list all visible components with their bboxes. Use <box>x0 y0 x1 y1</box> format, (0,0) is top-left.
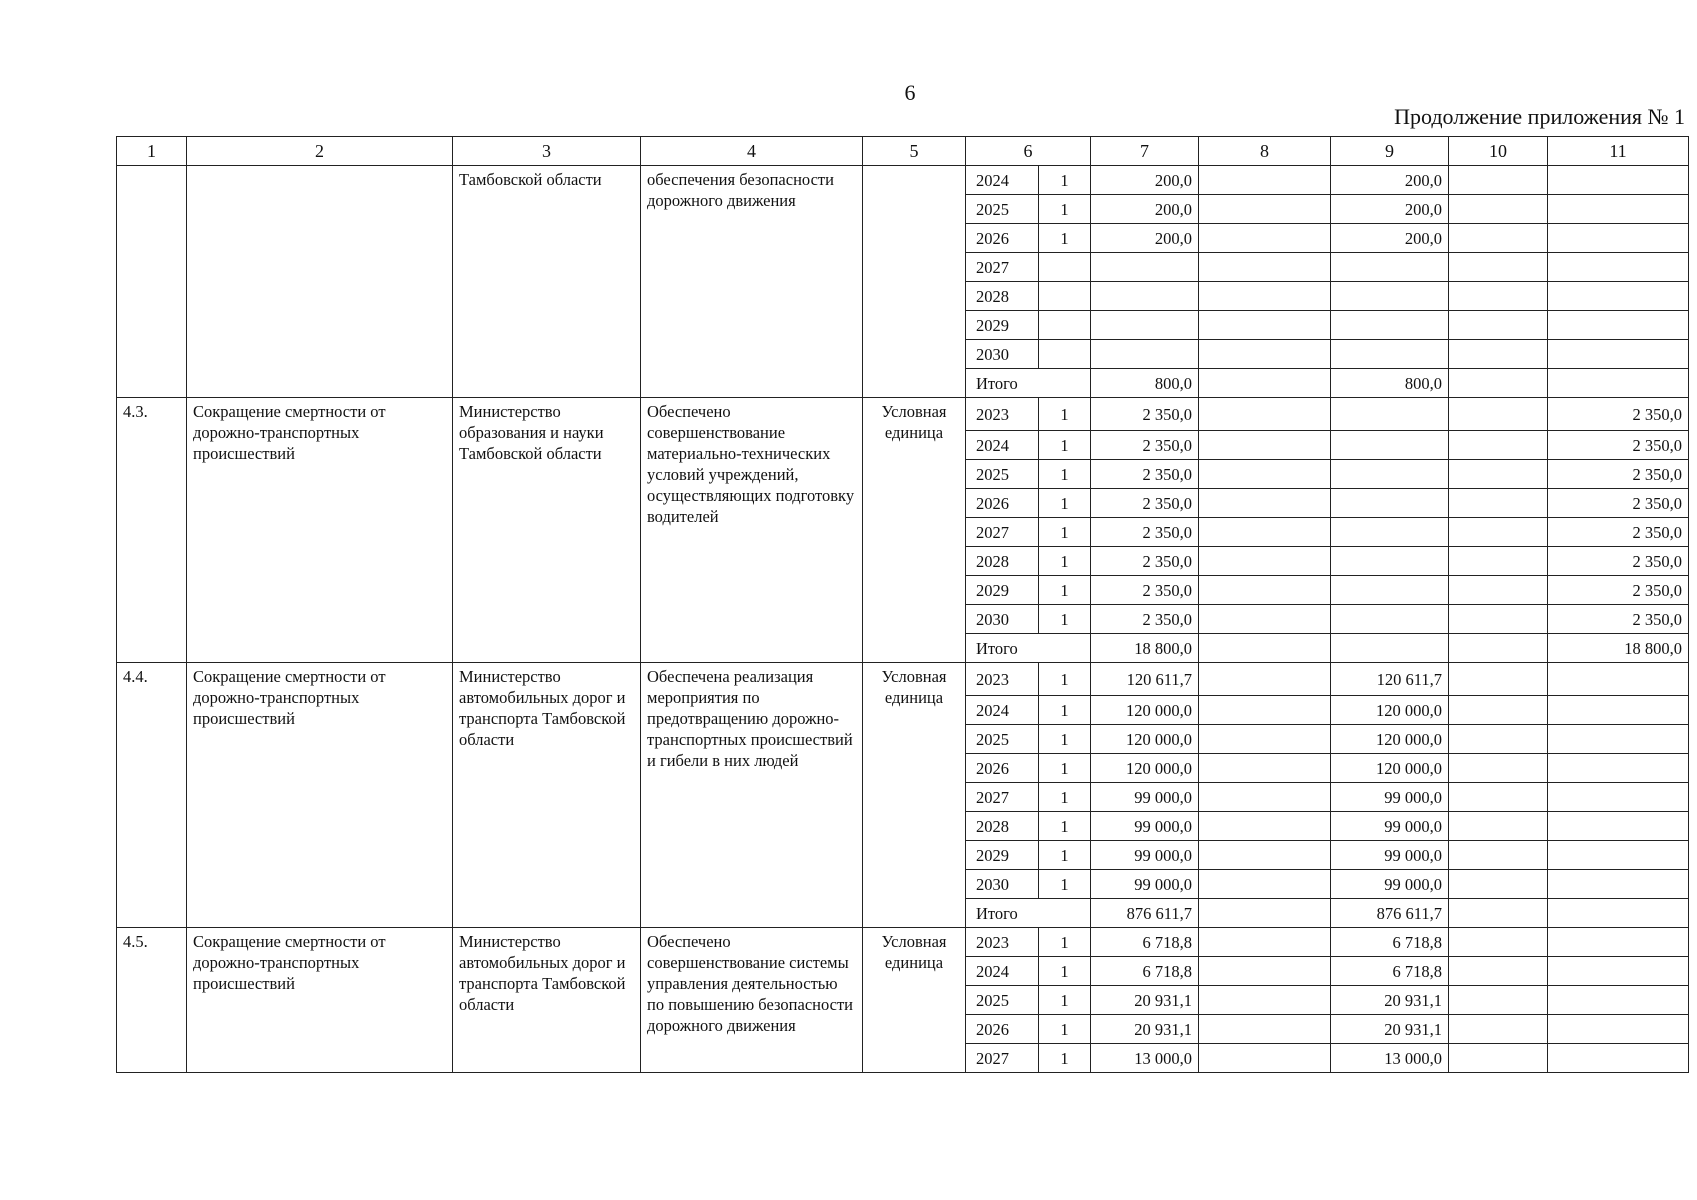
cell-unit: Условная единица <box>863 663 966 928</box>
cell-year: 2025 <box>966 195 1039 224</box>
cell-goal <box>187 166 453 398</box>
cell-col11 <box>1548 195 1689 224</box>
cell-col7: 120 000,0 <box>1091 754 1199 783</box>
cell-col7 <box>1091 340 1199 369</box>
cell-count <box>1039 282 1091 311</box>
program-table <box>116 136 1689 1073</box>
cell-col9: 99 000,0 <box>1331 812 1449 841</box>
cell-col11 <box>1548 1044 1689 1073</box>
cell-col11 <box>1548 870 1689 899</box>
cell-col9 <box>1331 253 1449 282</box>
cell-col9 <box>1331 431 1449 460</box>
cell-col9: 120 000,0 <box>1331 754 1449 783</box>
cell-year: 2024 <box>966 957 1039 986</box>
cell-year: 2023 <box>966 663 1039 696</box>
cell-col9: 99 000,0 <box>1331 841 1449 870</box>
cell-col9 <box>1331 605 1449 634</box>
cell-count: 1 <box>1039 841 1091 870</box>
cell-col10 <box>1449 870 1548 899</box>
cell-col9: 20 931,1 <box>1331 986 1449 1015</box>
cell-col11 <box>1548 928 1689 957</box>
cell-count: 1 <box>1039 398 1091 431</box>
cell-col11: 2 350,0 <box>1548 431 1689 460</box>
cell-goal: Сокращение смертности от дорожно-транспортных происшествий <box>187 663 453 928</box>
cell-col9 <box>1331 489 1449 518</box>
cell-code <box>117 166 187 398</box>
cell-col7: 120 000,0 <box>1091 725 1199 754</box>
cell-year: 2023 <box>966 398 1039 431</box>
cell-col11: 2 350,0 <box>1548 605 1689 634</box>
header-cell-10: 10 <box>1449 137 1548 166</box>
cell-col10 <box>1449 224 1548 253</box>
cell-col7: 99 000,0 <box>1091 841 1199 870</box>
cell-col11 <box>1548 812 1689 841</box>
cell-col11: 2 350,0 <box>1548 489 1689 518</box>
header-cell-9: 9 <box>1331 137 1449 166</box>
cell-col7: 120 000,0 <box>1091 696 1199 725</box>
cell-count: 1 <box>1039 224 1091 253</box>
cell-count: 1 <box>1039 547 1091 576</box>
cell-col10 <box>1449 311 1548 340</box>
cell-col10 <box>1449 195 1548 224</box>
cell-col7: 2 350,0 <box>1091 398 1199 431</box>
cell-col10 <box>1449 663 1548 696</box>
cell-year: 2027 <box>966 518 1039 547</box>
cell-count: 1 <box>1039 605 1091 634</box>
cell-col9 <box>1331 340 1449 369</box>
cell-col8 <box>1199 431 1331 460</box>
cell-total-col7: 18 800,0 <box>1091 634 1199 663</box>
cell-total-col10 <box>1449 899 1548 928</box>
cell-col11 <box>1548 663 1689 696</box>
cell-col11 <box>1548 224 1689 253</box>
cell-year: 2027 <box>966 1044 1039 1073</box>
cell-col8 <box>1199 398 1331 431</box>
cell-col8 <box>1199 783 1331 812</box>
cell-col9 <box>1331 518 1449 547</box>
cell-col10 <box>1449 166 1548 195</box>
cell-count: 1 <box>1039 460 1091 489</box>
cell-col9 <box>1331 311 1449 340</box>
table-row <box>117 663 1689 696</box>
cell-executor: Министерство автомобильных дорог и транспорта Тамбовской области <box>453 928 641 1073</box>
cell-count: 1 <box>1039 696 1091 725</box>
cell-col10 <box>1449 725 1548 754</box>
cell-col9: 200,0 <box>1331 195 1449 224</box>
cell-year: 2025 <box>966 725 1039 754</box>
cell-year: 2024 <box>966 431 1039 460</box>
cell-code: 4.4. <box>117 663 187 928</box>
cell-goal: Сокращение смертности от дорожно-транспортных происшествий <box>187 928 453 1073</box>
cell-col7: 200,0 <box>1091 166 1199 195</box>
cell-executor: Министерство автомобильных дорог и транспорта Тамбовской области <box>453 663 641 928</box>
cell-col10 <box>1449 812 1548 841</box>
cell-col7 <box>1091 311 1199 340</box>
cell-count: 1 <box>1039 663 1091 696</box>
cell-count: 1 <box>1039 489 1091 518</box>
cell-col10 <box>1449 605 1548 634</box>
cell-count <box>1039 253 1091 282</box>
cell-year: 2024 <box>966 696 1039 725</box>
cell-col9: 13 000,0 <box>1331 1044 1449 1073</box>
cell-total-col10 <box>1449 634 1548 663</box>
cell-col10 <box>1449 547 1548 576</box>
cell-result: Обеспечено совершенствование системы управления деятельностью по повышению безопасности дорожного движения <box>641 928 863 1073</box>
cell-col8 <box>1199 696 1331 725</box>
table-row <box>117 928 1689 957</box>
cell-col8 <box>1199 195 1331 224</box>
cell-col9: 200,0 <box>1331 166 1449 195</box>
cell-count: 1 <box>1039 725 1091 754</box>
cell-year: 2030 <box>966 340 1039 369</box>
cell-count <box>1039 340 1091 369</box>
cell-total-col10 <box>1449 369 1548 398</box>
cell-col7: 99 000,0 <box>1091 870 1199 899</box>
continuation-label: Продолжение приложения № 1 <box>1394 104 1685 129</box>
cell-col10 <box>1449 460 1548 489</box>
cell-col10 <box>1449 398 1548 431</box>
cell-year: 2029 <box>966 311 1039 340</box>
cell-year: 2030 <box>966 870 1039 899</box>
cell-col11: 2 350,0 <box>1548 398 1689 431</box>
cell-col8 <box>1199 547 1331 576</box>
cell-col10 <box>1449 431 1548 460</box>
cell-col9: 6 718,8 <box>1331 957 1449 986</box>
cell-year: 2026 <box>966 489 1039 518</box>
cell-unit: Условная единица <box>863 398 966 663</box>
header-cell-7: 7 <box>1091 137 1199 166</box>
cell-col10 <box>1449 340 1548 369</box>
cell-col10 <box>1449 253 1548 282</box>
cell-col9: 99 000,0 <box>1331 870 1449 899</box>
cell-year: 2026 <box>966 754 1039 783</box>
cell-col11 <box>1548 282 1689 311</box>
cell-col8 <box>1199 224 1331 253</box>
cell-year: 2030 <box>966 605 1039 634</box>
cell-total-col8 <box>1199 899 1331 928</box>
table-row <box>117 398 1689 431</box>
cell-result: обеспечения безопасности дорожного движения <box>641 166 863 398</box>
header-cell-4: 4 <box>641 137 863 166</box>
cell-count: 1 <box>1039 431 1091 460</box>
cell-result: Обеспечена реализация мероприятия по предотвращению дорожно-транспортных происшествий и гибели в них людей <box>641 663 863 928</box>
cell-col9 <box>1331 547 1449 576</box>
cell-col11 <box>1548 311 1689 340</box>
cell-col8 <box>1199 928 1331 957</box>
cell-col7: 6 718,8 <box>1091 957 1199 986</box>
cell-col7: 2 350,0 <box>1091 431 1199 460</box>
cell-total-col9: 876 611,7 <box>1331 899 1449 928</box>
header-cell-8: 8 <box>1199 137 1331 166</box>
cell-col11 <box>1548 166 1689 195</box>
cell-col10 <box>1449 518 1548 547</box>
cell-count: 1 <box>1039 166 1091 195</box>
cell-executor: Тамбовской области <box>453 166 641 398</box>
cell-col8 <box>1199 576 1331 605</box>
cell-col9 <box>1331 576 1449 605</box>
cell-col10 <box>1449 696 1548 725</box>
cell-count: 1 <box>1039 1015 1091 1044</box>
cell-col7: 6 718,8 <box>1091 928 1199 957</box>
cell-col10 <box>1449 986 1548 1015</box>
cell-col11 <box>1548 1015 1689 1044</box>
cell-total-label: Итого <box>966 634 1091 663</box>
cell-col11 <box>1548 696 1689 725</box>
cell-count: 1 <box>1039 812 1091 841</box>
cell-col10 <box>1449 282 1548 311</box>
cell-col8 <box>1199 754 1331 783</box>
header-row <box>117 137 1689 166</box>
cell-col11 <box>1548 754 1689 783</box>
cell-col9: 200,0 <box>1331 224 1449 253</box>
cell-total-col7: 876 611,7 <box>1091 899 1199 928</box>
cell-executor: Министерство образования и науки Тамбовской области <box>453 398 641 663</box>
cell-col10 <box>1449 754 1548 783</box>
cell-col8 <box>1199 812 1331 841</box>
cell-col10 <box>1449 1044 1548 1073</box>
cell-count: 1 <box>1039 928 1091 957</box>
cell-col8 <box>1199 282 1331 311</box>
cell-col10 <box>1449 928 1548 957</box>
cell-col11: 2 350,0 <box>1548 518 1689 547</box>
cell-count: 1 <box>1039 870 1091 899</box>
cell-col8 <box>1199 870 1331 899</box>
cell-count: 1 <box>1039 518 1091 547</box>
cell-col7: 2 350,0 <box>1091 489 1199 518</box>
cell-col9 <box>1331 282 1449 311</box>
cell-col7: 2 350,0 <box>1091 547 1199 576</box>
cell-col8 <box>1199 841 1331 870</box>
cell-count: 1 <box>1039 783 1091 812</box>
cell-total-col7: 800,0 <box>1091 369 1199 398</box>
cell-col8 <box>1199 986 1331 1015</box>
cell-year: 2026 <box>966 224 1039 253</box>
cell-col7: 200,0 <box>1091 195 1199 224</box>
cell-col9 <box>1331 460 1449 489</box>
cell-col7: 2 350,0 <box>1091 460 1199 489</box>
cell-year: 2029 <box>966 576 1039 605</box>
cell-year: 2028 <box>966 812 1039 841</box>
cell-count <box>1039 311 1091 340</box>
cell-col11: 2 350,0 <box>1548 576 1689 605</box>
table-row <box>117 166 1689 195</box>
cell-col10 <box>1449 1015 1548 1044</box>
cell-count: 1 <box>1039 1044 1091 1073</box>
cell-year: 2029 <box>966 841 1039 870</box>
cell-total-col8 <box>1199 634 1331 663</box>
cell-col7: 2 350,0 <box>1091 576 1199 605</box>
header-cell-5: 5 <box>863 137 966 166</box>
cell-code: 4.5. <box>117 928 187 1073</box>
cell-total-col9 <box>1331 634 1449 663</box>
page-number: 6 <box>904 80 916 105</box>
cell-col11 <box>1548 957 1689 986</box>
cell-col9: 120 000,0 <box>1331 696 1449 725</box>
cell-col9 <box>1331 398 1449 431</box>
cell-col11 <box>1548 340 1689 369</box>
cell-col7: 99 000,0 <box>1091 783 1199 812</box>
cell-col9: 20 931,1 <box>1331 1015 1449 1044</box>
cell-unit: Условная единица <box>863 928 966 1073</box>
cell-count: 1 <box>1039 754 1091 783</box>
cell-year: 2027 <box>966 253 1039 282</box>
header-cell-1: 1 <box>117 137 187 166</box>
cell-total-col11 <box>1548 369 1689 398</box>
cell-total-col9: 800,0 <box>1331 369 1449 398</box>
cell-year: 2028 <box>966 282 1039 311</box>
cell-col7: 2 350,0 <box>1091 605 1199 634</box>
cell-total-col11: 18 800,0 <box>1548 634 1689 663</box>
cell-year: 2025 <box>966 986 1039 1015</box>
cell-col11 <box>1548 841 1689 870</box>
cell-col11 <box>1548 725 1689 754</box>
cell-col9: 120 611,7 <box>1331 663 1449 696</box>
cell-count: 1 <box>1039 957 1091 986</box>
cell-count: 1 <box>1039 986 1091 1015</box>
cell-col7: 20 931,1 <box>1091 1015 1199 1044</box>
cell-unit <box>863 166 966 398</box>
cell-col8 <box>1199 605 1331 634</box>
cell-col10 <box>1449 957 1548 986</box>
cell-col8 <box>1199 957 1331 986</box>
cell-col7: 99 000,0 <box>1091 812 1199 841</box>
cell-result: Обеспечено совершенствование материально-технических условий учреждений, осуществляющих подготовку водителей <box>641 398 863 663</box>
cell-col10 <box>1449 489 1548 518</box>
cell-col8 <box>1199 518 1331 547</box>
cell-total-label: Итого <box>966 369 1091 398</box>
cell-year: 2028 <box>966 547 1039 576</box>
cell-total-col8 <box>1199 369 1331 398</box>
cell-col7: 120 611,7 <box>1091 663 1199 696</box>
cell-col7: 20 931,1 <box>1091 986 1199 1015</box>
cell-col8 <box>1199 166 1331 195</box>
cell-col7: 13 000,0 <box>1091 1044 1199 1073</box>
cell-year: 2024 <box>966 166 1039 195</box>
cell-col9: 6 718,8 <box>1331 928 1449 957</box>
cell-goal: Сокращение смертности от дорожно-транспортных происшествий <box>187 398 453 663</box>
cell-total-col11 <box>1548 899 1689 928</box>
cell-col11: 2 350,0 <box>1548 460 1689 489</box>
header-cell-6: 6 <box>966 137 1091 166</box>
cell-col7 <box>1091 253 1199 282</box>
cell-col11 <box>1548 986 1689 1015</box>
cell-col8 <box>1199 489 1331 518</box>
cell-year: 2025 <box>966 460 1039 489</box>
cell-count: 1 <box>1039 576 1091 605</box>
cell-count: 1 <box>1039 195 1091 224</box>
cell-col8 <box>1199 460 1331 489</box>
cell-col8 <box>1199 663 1331 696</box>
cell-col8 <box>1199 1044 1331 1073</box>
cell-total-label: Итого <box>966 899 1091 928</box>
cell-col9: 120 000,0 <box>1331 725 1449 754</box>
cell-col10 <box>1449 841 1548 870</box>
cell-col9: 99 000,0 <box>1331 783 1449 812</box>
cell-year: 2023 <box>966 928 1039 957</box>
cell-col10 <box>1449 576 1548 605</box>
cell-code: 4.3. <box>117 398 187 663</box>
header-cell-3: 3 <box>453 137 641 166</box>
header-cell-2: 2 <box>187 137 453 166</box>
cell-col8 <box>1199 253 1331 282</box>
cell-col10 <box>1449 783 1548 812</box>
cell-col11 <box>1548 253 1689 282</box>
cell-col8 <box>1199 311 1331 340</box>
cell-col11: 2 350,0 <box>1548 547 1689 576</box>
header-cell-11: 11 <box>1548 137 1689 166</box>
cell-col11 <box>1548 783 1689 812</box>
cell-year: 2027 <box>966 783 1039 812</box>
cell-col7 <box>1091 282 1199 311</box>
cell-col7: 200,0 <box>1091 224 1199 253</box>
cell-col7: 2 350,0 <box>1091 518 1199 547</box>
cell-col8 <box>1199 1015 1331 1044</box>
cell-col8 <box>1199 340 1331 369</box>
cell-col8 <box>1199 725 1331 754</box>
cell-year: 2026 <box>966 1015 1039 1044</box>
